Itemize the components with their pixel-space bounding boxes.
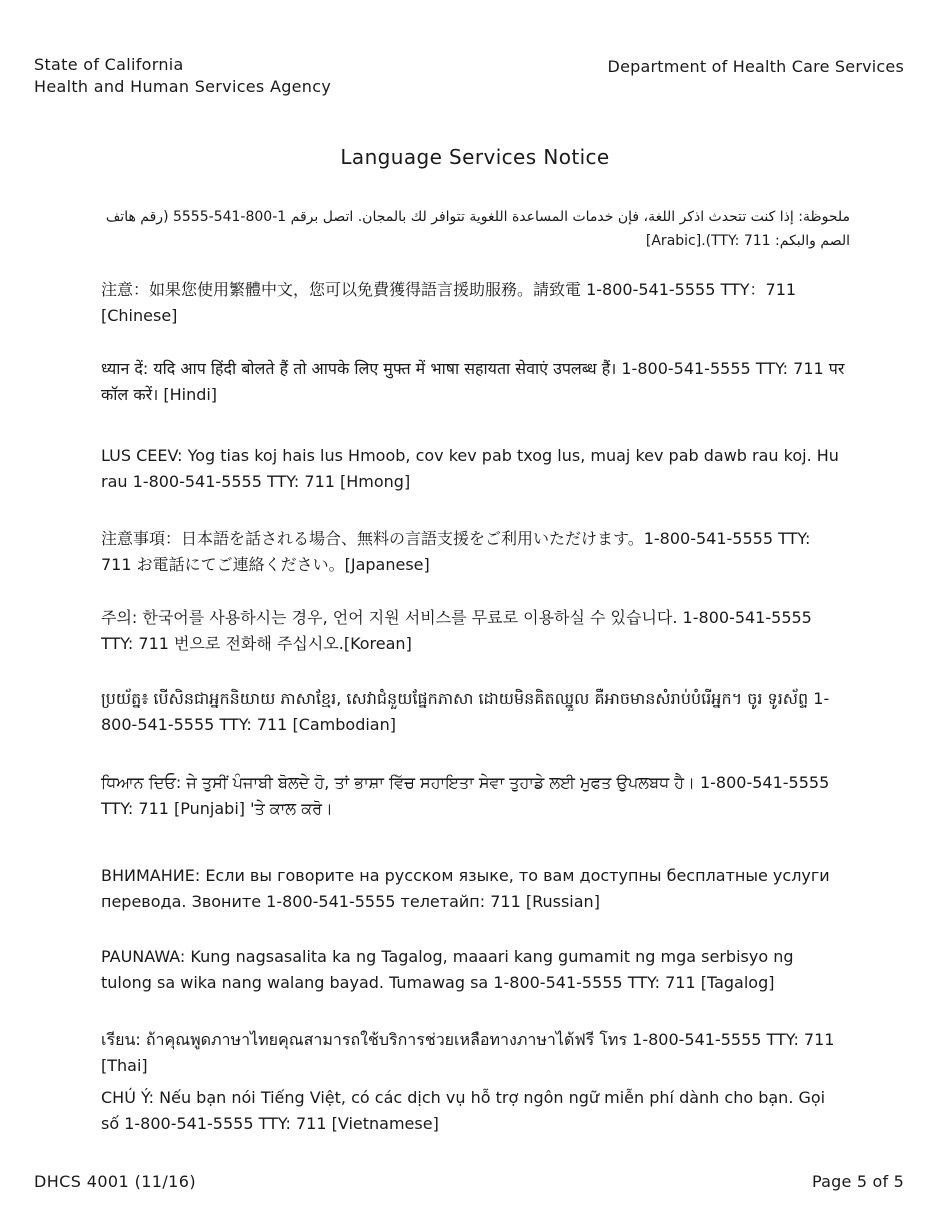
- notice-thai: [101, 1027, 846, 1079]
- footer-form-id: DHCS 4001 (11/16): [34, 1172, 196, 1191]
- header-department: Department of Health Care Services: [607, 57, 904, 76]
- notice-text: 注意：如果您使用繁體中文，您可以免費獲得語言援助服務。請致電 1-800-541-5555 TTY：711 [Chinese]: [101, 280, 797, 325]
- notice-text: เรียน: ถ้าคุณพูดภาษาไทยคุณสามารถใช้บริการช่วยเหลือทางภาษาได้ฟรี โทร 1-800-541-5555 TTY: 711 [Thai]: [101, 1030, 835, 1075]
- notice-text: ध्यान दें: यदि आप हिंदी बोलते हैं तो आपके लिए मुफ्त में भाषा सहायता सेवाएं उपलब्ध हैं। 1-800-541-5555 TTY: 711 पर कॉल करें। [Hindi]: [101, 359, 845, 404]
- notice-arabic: [101, 205, 850, 253]
- notice-text: ВНИМАНИЕ: Если вы говорите на русском языке, то вам доступны бесплатные услуги перевода. Звоните 1-800-541-5555 телетайп: 711 [Russian]: [101, 866, 830, 911]
- notice-tagalog: [101, 944, 846, 996]
- notice-chinese: [101, 277, 846, 329]
- notice-text: 주의: 한국어를 사용하시는 경우, 언어 지원 서비스를 무료로 이용하실 수 있습니다. 1-800-541-5555 TTY: 711 번으로 전화해 주십시오.[Korean]: [101, 608, 812, 653]
- notice-vietnamese: [101, 1085, 846, 1137]
- notice-hindi: [101, 356, 846, 408]
- footer-page-number: Page 5 of 5: [812, 1172, 904, 1191]
- notice-russian: [101, 863, 846, 915]
- notice-hmong: [101, 443, 846, 495]
- header-agency-block: [34, 54, 331, 98]
- notice-text: ਧਿਆਨ ਦਿਓ: ਜੇ ਤੁਸੀਂ ਪੰਜਾਬੀ ਬੋਲਦੇ ਹੋ, ਤਾਂ ਭਾਸ਼ਾ ਵਿੱਚ ਸਹਾਇਤਾ ਸੇਵਾ ਤੁਹਾਡੇ ਲਈ ਮੁਫਤ ਉਪਲਬਧ ਹੈ। 1-800-541-5555 TTY: 711 [Punjabi] 'ਤੇ ਕਾਲ ਕਰੋ।: [101, 773, 830, 818]
- page-title: Language Services Notice: [340, 145, 610, 169]
- notice-text: PAUNAWA: Kung nagsasalita ka ng Tagalog, maaari kang gumamit ng mga serbisyo ng tulong sa wika nang walang bayad. Tumawag sa 1-800-541-5555 TTY: 711 [Tagalog]: [101, 947, 794, 992]
- notice-cambodian: [101, 686, 846, 738]
- notice-text: CHÚ Ý: Nếu bạn nói Tiếng Việt, có các dịch vụ hỗ trợ ngôn ngữ miễn phí dành cho bạn. Gọi số 1-800-541-5555 TTY: 711 [Vietnamese]: [101, 1088, 826, 1133]
- notice-punjabi: [101, 770, 846, 822]
- notice-korean: [101, 605, 846, 657]
- notice-text: LUS CEEV: Yog tias koj hais lus Hmoob, cov kev pab txog lus, muaj kev pab dawb rau koj. Hu rau 1-800-541-5555 TTY: 711 [Hmong]: [101, 446, 839, 491]
- header-state: State of California: [34, 55, 184, 74]
- notice-text: ប្រយ័ត្ន៖ បើសិនជាអ្នកនិយាយ ភាសាខ្មែរ, សេវាជំនួយផ្នែកភាសា ដោយមិនគិតឈ្នួល គឺអាចមានសំរាប់បំរើអ្នក។ ចូរ ទូរស័ព្ទ 1-800-541-5555 TTY: 711 [Cambodian]: [101, 689, 830, 734]
- notice-text: 注意事項：日本語を話される場合、無料の言語支援をご利用いただけます。1-800-541-5555 TTY: 711 お電話にてご連絡ください。[Japanese]: [101, 529, 811, 574]
- notice-text: ملحوظة: إذا كنت تتحدث اذكر اللغة، فإن خدمات المساعدة اللغوية تتوافر لك بالمجان. اتصل برقم 1-800-541-5555 (رقم هاتف الصم والبكم: TTY: 711).[Arabic]: [105, 209, 850, 249]
- notice-japanese: [101, 526, 846, 578]
- header-agency: Health and Human Services Agency: [34, 77, 332, 96]
